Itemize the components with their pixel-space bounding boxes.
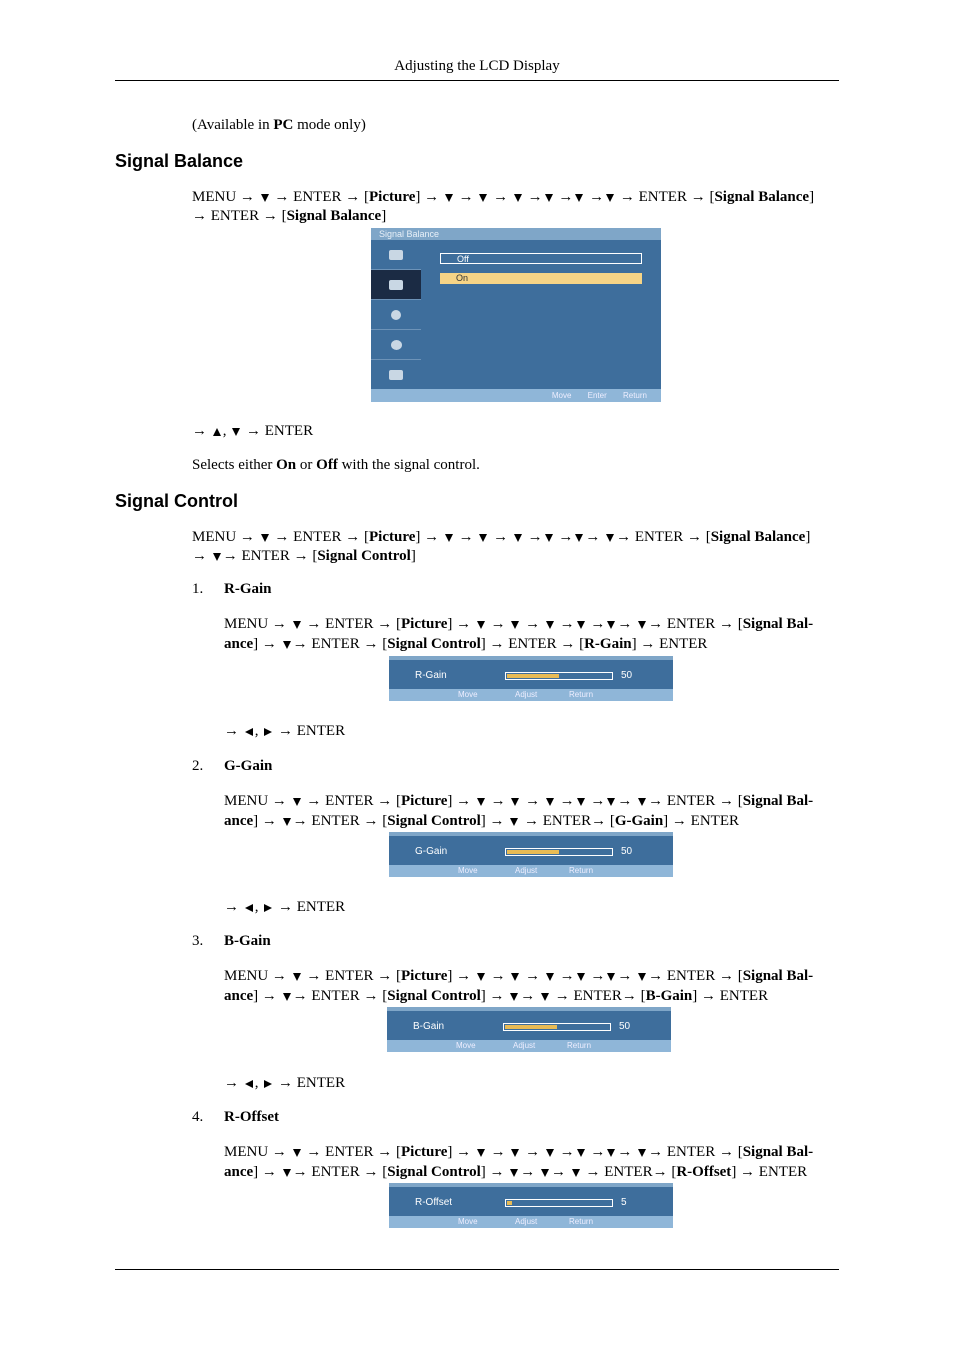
item-osd-bar bbox=[389, 656, 673, 701]
osd-option-on[interactable]: On bbox=[440, 273, 642, 284]
osd-footer-adjust: Adjust bbox=[513, 1041, 536, 1050]
item-path-line1: MENU → → ENTER → [Picture] → → → → → → → ENTER → [Signal Bal- bbox=[224, 1144, 814, 1160]
signal-balance-description: Selects either On or Off with the signal control. bbox=[192, 457, 480, 473]
availability-note: (Available in PC mode only) bbox=[192, 117, 366, 133]
item-number: 2. bbox=[192, 758, 204, 774]
osd-footer-return: Return bbox=[567, 1041, 592, 1050]
osd-bar-value: 5 bbox=[621, 1197, 627, 1208]
osd-sidebar-picture-icon bbox=[371, 270, 421, 300]
osd-title: Signal Balance bbox=[371, 228, 661, 240]
osd-bar-slider[interactable] bbox=[505, 672, 613, 680]
signal-balance-path-line1: MENU → → ENTER → [Picture] → → → → → → → ENTER → [Signal Balance] bbox=[192, 189, 815, 205]
osd-bar-value: 50 bbox=[621, 670, 633, 681]
signal-balance-osd bbox=[371, 228, 661, 402]
item-path-line1: MENU → → ENTER → [Picture] → → → → → → → ENTER → [Signal Bal- bbox=[224, 968, 814, 984]
header-rule bbox=[115, 80, 839, 81]
item-title: R-Offset bbox=[224, 1109, 279, 1125]
item-osd-bar bbox=[389, 832, 673, 877]
item-number: 4. bbox=[192, 1109, 204, 1125]
osd-bar-footer bbox=[389, 689, 673, 701]
item-title: R-Gain bbox=[224, 581, 272, 597]
osd-footer-move: Move bbox=[551, 391, 572, 400]
item-arrows: → , → ENTER bbox=[224, 1075, 346, 1091]
osd-bar-footer bbox=[387, 1040, 671, 1052]
section-title-signal-balance: Signal Balance bbox=[115, 151, 244, 171]
osd-footer-return: Return bbox=[622, 391, 647, 400]
item-osd-bar bbox=[389, 1183, 673, 1228]
osd-bar-label: R-Gain bbox=[415, 670, 447, 681]
osd-bar-label: R-Offset bbox=[415, 1197, 453, 1208]
signal-control-path-line2: → → ENTER → [Signal Control] bbox=[192, 548, 416, 564]
signal-control-path-line1: MENU → → ENTER → [Picture] → → → → → → → ENTER → [Signal Balance] bbox=[192, 529, 811, 545]
item-path-line1: MENU → → ENTER → [Picture] → → → → → → → ENTER → [Signal Bal- bbox=[224, 793, 814, 809]
osd-bar-slider[interactable] bbox=[505, 848, 613, 856]
osd-sidebar-multi-icon bbox=[371, 360, 421, 390]
signal-balance-path-line2: → ENTER → [Signal Balance] bbox=[192, 208, 387, 224]
osd-option-off[interactable]: Off bbox=[440, 253, 642, 264]
osd-bar-label: B-Gain bbox=[413, 1021, 445, 1032]
osd-footer-return: Return bbox=[569, 866, 594, 875]
osd-sidebar-input-icon bbox=[371, 240, 421, 270]
osd-bar-value: 50 bbox=[621, 846, 633, 857]
osd-bar-footer bbox=[389, 865, 673, 877]
osd-footer-adjust: Adjust bbox=[515, 866, 538, 875]
osd-footer-move: Move bbox=[458, 1217, 478, 1226]
signal-balance-arrows: → , → ENTER bbox=[192, 423, 314, 439]
osd-sidebar-setup-icon bbox=[371, 330, 421, 360]
osd-footer-move: Move bbox=[458, 866, 478, 875]
osd-footer bbox=[371, 389, 661, 402]
item-path-line2: ance] → → ENTER → [Signal Control] → → → → ENTER→ [R-Offset] → ENTER bbox=[224, 1164, 808, 1180]
item-title: G-Gain bbox=[224, 758, 273, 774]
osd-footer-adjust: Adjust bbox=[515, 1217, 538, 1226]
osd-footer-enter: Enter bbox=[587, 391, 607, 400]
osd-sidebar-sound-icon bbox=[371, 300, 421, 330]
osd-bar-label: G-Gain bbox=[415, 846, 448, 857]
section-title-signal-control: Signal Control bbox=[115, 491, 238, 511]
footer-rule bbox=[115, 1269, 839, 1270]
osd-sidebar bbox=[371, 240, 421, 388]
item-path-line2: ance] → → ENTER → [Signal Control] → → ENTER→ [G-Gain] → ENTER bbox=[224, 813, 739, 829]
osd-bar-value: 50 bbox=[619, 1021, 631, 1032]
item-osd-bar bbox=[387, 1007, 671, 1052]
item-path-line1: MENU → → ENTER → [Picture] → → → → → → → ENTER → [Signal Bal- bbox=[224, 616, 814, 632]
osd-bar-footer bbox=[389, 1216, 673, 1228]
item-title: B-Gain bbox=[224, 933, 271, 949]
item-arrows: → , → ENTER bbox=[224, 723, 346, 739]
osd-footer-return: Return bbox=[569, 1217, 594, 1226]
osd-footer-move: Move bbox=[456, 1041, 476, 1050]
item-number: 1. bbox=[192, 581, 204, 597]
page-header: Adjusting the LCD Display bbox=[394, 58, 560, 74]
item-path-line2: ance] → → ENTER → [Signal Control] → → → ENTER→ [B-Gain] → ENTER bbox=[224, 988, 769, 1004]
item-number: 3. bbox=[192, 933, 204, 949]
osd-bar-slider[interactable] bbox=[503, 1023, 611, 1031]
osd-footer-move: Move bbox=[458, 690, 478, 699]
osd-footer-return: Return bbox=[569, 690, 594, 699]
osd-bar-slider[interactable] bbox=[505, 1199, 613, 1207]
item-arrows: → , → ENTER bbox=[224, 899, 346, 915]
osd-footer-adjust: Adjust bbox=[515, 690, 538, 699]
item-path-line2: ance] → → ENTER → [Signal Control] → ENTER → [R-Gain] → ENTER bbox=[224, 636, 708, 652]
